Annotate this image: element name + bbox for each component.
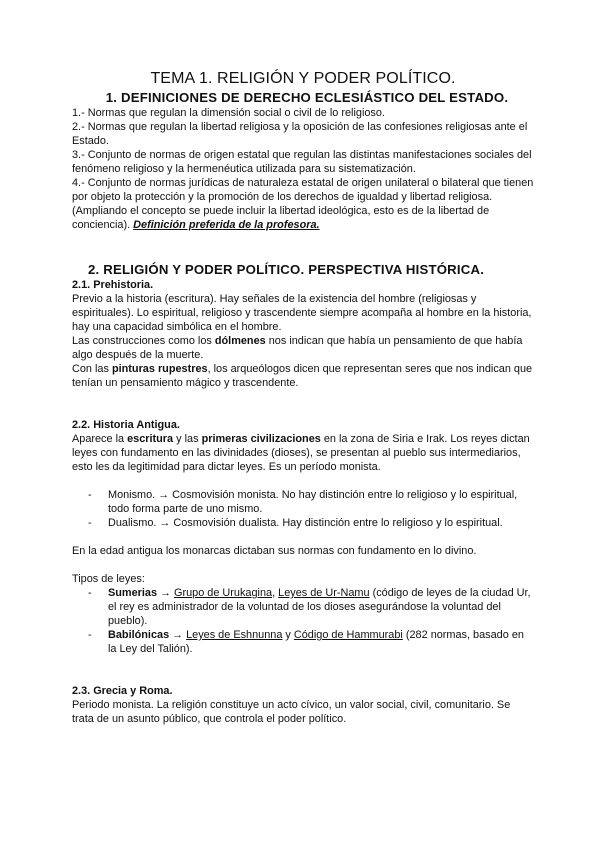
prehistoria-heading: 2.1. Prehistoria.: [72, 279, 154, 291]
document-page: [72, 70, 534, 726]
definition-4: 4.- Conjunto de normas jurídicas de naturaleza estatal de origen unilateral o bilateral que tienen por objeto la protección y la promoción de los derechos de igualdad y libertad religiosa. (Ampliando el concepto se puede incluir la libertad ideológica, esto es de la libertad de conciencia). Definición preferida de la profesora.: [72, 177, 534, 231]
grecia-roma-paragraph-1: Periodo monista. La religión constituye un acto cívico, un valor social, civil, comunitario. Se trata de un asunto público, que controla el poder político.: [72, 699, 511, 725]
link-leyes-eshnunna: Leyes de Eshnunna: [186, 629, 283, 641]
list-item-monismo: - Monismo. → Cosmovisión monista. No hay distinción entre lo religioso y lo espiritual, todo forma parte de uno mismo.: [88, 489, 518, 515]
prehistoria-paragraph-2: Las construcciones como los dólmenes nos indican que había un pensamiento de que había algo después de la muerte.: [72, 335, 523, 361]
historia-antigua-paragraph-2: En la edad antigua los monarcas dictaban sus normas con fundamento en lo divino.: [72, 545, 477, 557]
list-item-babilonicas: - Babilónicas → Leyes de Eshnunna y Código de Hammurabi (282 normas, basado en la Ley del Talión).: [88, 629, 524, 655]
link-leyes-ur-namu: Leyes de Ur-Namu: [278, 587, 370, 599]
leyes-list: [72, 586, 534, 656]
link-codigo-hammurabi: Código de Hammurabi: [293, 629, 403, 641]
definition-1: 1.- Normas que regulan la dimensión social o civil de lo religioso.: [72, 107, 385, 119]
prehistoria-paragraph-3: Con las pinturas rupestres, los arqueólogos dicen que representan seres que nos indican que tenían un pensamiento mágico y trascendente.: [72, 363, 533, 389]
prehistoria-paragraph-1: Previo a la historia (escritura). Hay señales de la existencia del hombre (religiosas y espirituales). Lo espiritual, religioso y trascendente siempre acompaña al hombre en la historia, hay una capacidad simbólica en el hombre.: [72, 293, 532, 333]
historia-antigua-heading: 2.2. Historia Antigua.: [72, 419, 180, 431]
preferred-definition-note: Definición preferida de la profesora.: [133, 219, 320, 231]
list-item-dualismo: - Dualismo. → Cosmovisión dualista. Hay distinción entre lo religioso y lo espiritual.: [88, 517, 503, 529]
document-title: TEMA 1. RELIGIÓN Y PODER POLÍTICO.: [150, 70, 456, 87]
definition-2: 2.- Normas que regulan la libertad religiosa y la oposición de las confesiones religiosas ante el Estado.: [72, 121, 528, 147]
grecia-roma-heading: 2.3. Grecia y Roma.: [72, 685, 173, 697]
list-item-sumerias: - Sumerias → Grupo de Urukagina, Leyes de Ur-Namu (código de leyes de la ciudad Ur, el rey es administrador de la voluntad de los dioses asegurándose la voluntad del pueblo).: [88, 587, 531, 627]
tipos-de-leyes-label: Tipos de leyes:: [72, 573, 145, 585]
section-1-heading: 1. DEFINICIONES DE DERECHO ECLESIÁSTICO DEL ESTADO.: [105, 90, 509, 105]
definition-3: 3.- Conjunto de normas de origen estatal que regulan las distintas manifestaciones sociales del fenómeno religioso y la hermenéutica utilizada para su sistematización.: [72, 149, 532, 175]
link-grupo-urukagina: Grupo de Urukagina: [174, 587, 273, 599]
section-2-heading: 2. RELIGIÓN Y PODER POLÍTICO. PERSPECTIVA HISTÓRICA.: [88, 262, 485, 277]
cosmovision-list: [72, 488, 534, 530]
historia-antigua-paragraph-1: Aparece la escritura y las primeras civilizaciones en la zona de Siria e Irak. Los reyes dictan leyes con fundamento en las divinidades (dioses), se presentan al pueblo sus intermediarios, esto les da legitimidad para dictar leyes. Es un período monista.: [72, 433, 530, 473]
